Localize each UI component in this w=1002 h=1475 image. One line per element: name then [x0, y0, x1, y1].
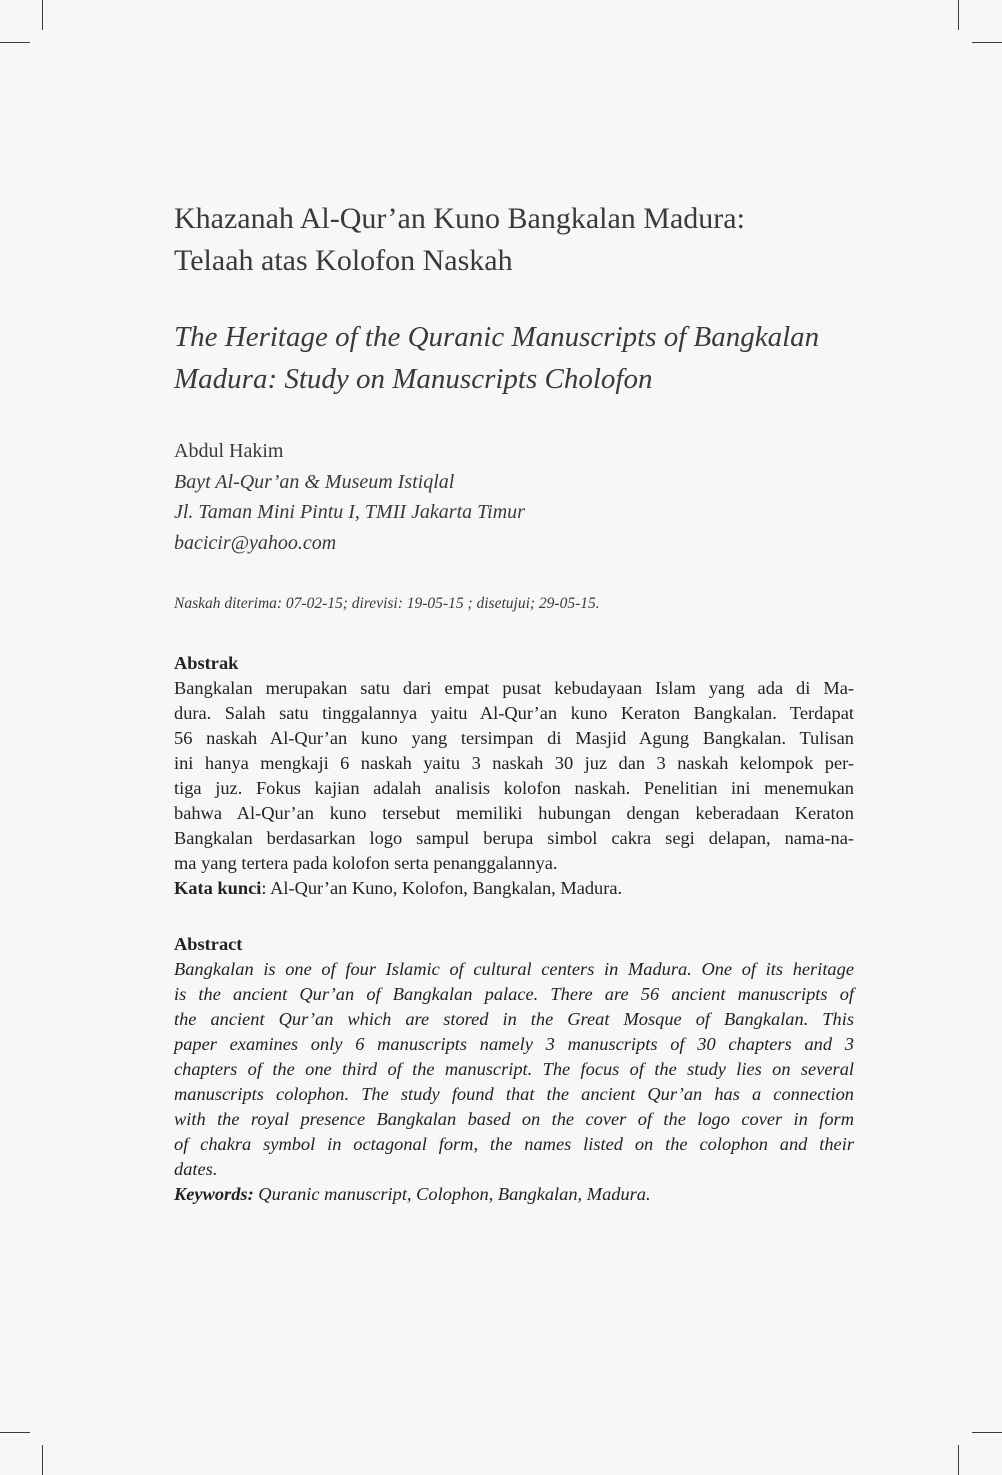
abstrak-line: ini hanya mengkaji 6 naskah yaitu 3 naskah 30 juz dan 3 naskah kelompok per-	[174, 753, 854, 773]
abstrak-section	[174, 651, 854, 901]
abstrak-line: Bangkalan berdasarkan logo sampul berupa simbol cakra segi delapan, nama-na-	[174, 828, 854, 848]
kata-kunci-text: : Al-Qur’an Kuno, Kolofon, Bangkalan, Madura.	[261, 878, 623, 898]
abstract-line: paper examines only 6 manuscripts namely 3 manuscripts of 30 chapters and 3	[174, 1034, 854, 1054]
abstrak-line: bahwa Al-Qur’an kuno tersebut memiliki hubungan dengan keberadaan Keraton	[174, 803, 854, 823]
title-line: Khazanah Al-Qur’an Kuno Bangkalan Madura:	[174, 202, 745, 235]
abstract-line: manuscripts colophon. The study found that the ancient Qur’an has a connection	[174, 1084, 854, 1104]
crop-mark	[958, 0, 959, 30]
author-affiliation: Bayt Al-Qur’an & Museum Istiqlal	[174, 470, 455, 493]
author-block	[174, 436, 854, 558]
crop-mark	[0, 42, 30, 43]
abstrak-line: tiga juz. Fokus kajian adalah analisis kolofon naskah. Penelitian ini menemukan	[174, 778, 854, 798]
abstract-line: Bangkalan is one of four Islamic of cultural centers in Madura. One of its heritage	[174, 959, 854, 979]
abstract-line: the ancient Qur’an which are stored in the Great Mosque of Bangkalan. This	[174, 1009, 854, 1029]
abstract-line: is the ancient Qur’an of Bangkalan palace. There are 56 ancient manuscripts of	[174, 984, 854, 1004]
crop-mark	[42, 0, 43, 30]
english-title	[174, 316, 854, 400]
title-line: Telaah atas Kolofon Naskah	[174, 244, 513, 277]
keywords	[174, 1182, 854, 1207]
keywords-label: Keywords:	[174, 1184, 254, 1204]
submission-dates: Naskah diterima: 07-02-15; direvisi: 19-05-15 ; disetujui; 29-05-15.	[174, 595, 600, 612]
kata-kunci-label: Kata kunci	[174, 878, 262, 898]
english-title-line: The Heritage of the Quranic Manuscripts of Bangkalan	[174, 321, 820, 353]
crop-mark	[0, 1432, 30, 1433]
crop-mark	[972, 42, 1002, 43]
english-title-line: Madura: Study on Manuscripts Cholofon	[174, 363, 653, 395]
abstract-line: dates.	[174, 1159, 218, 1179]
author-email[interactable]: bacicir@yahoo.com	[174, 531, 337, 554]
author-address: Jl. Taman Mini Pintu I, TMII Jakarta Timur	[174, 501, 525, 523]
crop-mark	[958, 1445, 959, 1475]
crop-mark	[972, 1432, 1002, 1433]
abstrak-line: 56 naskah Al-Qur’an kuno yang tersimpan di Masjid Agung Bangkalan. Tulisan	[174, 728, 854, 748]
abstrak-line: ma yang tertera pada kolofon serta penanggalannya.	[174, 853, 558, 873]
keywords-text: Quranic manuscript, Colophon, Bangkalan, Madura.	[253, 1184, 651, 1204]
abstract-section	[174, 932, 854, 1207]
crop-mark	[42, 1445, 43, 1475]
kata-kunci	[174, 876, 854, 901]
abstract-line: with the royal presence Bangkalan based on the cover of the logo cover in form	[174, 1109, 854, 1129]
abstrak-heading: Abstrak	[174, 653, 239, 673]
abstract-line: of chakra symbol in octagonal form, the names listed on the colophon and their	[174, 1134, 854, 1154]
author-name: Abdul Hakim	[174, 440, 284, 462]
abstract-line: chapters of the one third of the manuscript. The focus of the study lies on several	[174, 1059, 854, 1079]
abstrak-line: dura. Salah satu tinggalannya yaitu Al-Qur’an kuno Keraton Bangkalan. Terdapat	[174, 703, 854, 723]
article-title	[174, 198, 854, 282]
abstract-heading: Abstract	[174, 934, 243, 954]
abstrak-line: Bangkalan merupakan satu dari empat pusat kebudayaan Islam yang ada di Ma-	[174, 678, 854, 698]
